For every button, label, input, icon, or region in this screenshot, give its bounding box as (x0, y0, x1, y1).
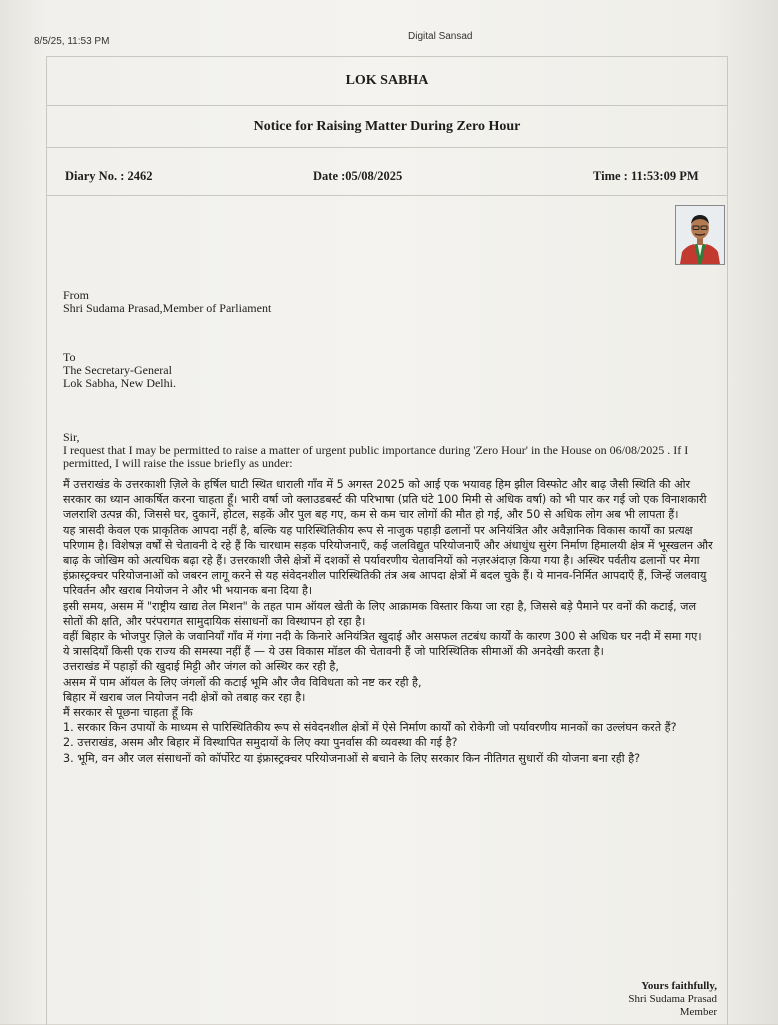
print-timestamp: 8/5/25, 11:53 PM (34, 36, 110, 47)
member-photo (675, 205, 725, 265)
notice-title: Notice for Raising Matter During Zero Hour (47, 105, 727, 148)
request-text: I request that I may be permitted to raise a matter of urgent public importance during 'Zero Hour' in the House on 06/08/2025 . If I permitted, I will raise the issue briefly as under: (63, 443, 689, 470)
signature-block (628, 980, 717, 1019)
request-block (63, 431, 723, 470)
notice-frame (46, 56, 728, 1025)
house-title: LOK SABHA (47, 57, 727, 106)
question-item: 2. उत्तराखंड, असम और बिहार में विस्थापित समुदायों के लिए क्या पुनर्वास की व्यवस्था की गई है? (63, 736, 458, 750)
recipient-title: The Secretary-General (63, 363, 172, 377)
matter-body (63, 477, 719, 766)
body-paragraph: मैं उत्तराखंड के उत्तरकाशी ज़िले के हर्षिल घाटी स्थित धाराली गाँव में 5 अगस्त 2025 को आई एक भयावह हिम झील विस्फोट और बाढ़ जैसी स्थिति की ओर सरकार का ध्यान आकर्षित करना चाहता हूँ। भारी वर्षा जो क्लाउडबर्स्ट की परिभाषा (प्रति घंटे 100 मिमी से अधिक वर्षा) को भी पार कर गई जो एक विनाशकारी जलराशि उत्पन्न की, जिससे घर, दुकानें, होटल, सड़कें और पुल बह गए, कम से कम चार लोगों की मौत हो गई, और 50 से अधिक लोग अब भी लापता हैं। (63, 478, 707, 522)
from-label: From (63, 288, 90, 302)
to-label: To (63, 350, 76, 364)
signatory-designation: Member (679, 1006, 717, 1018)
body-paragraph: उत्तराखंड में पहाड़ों की खुदाई मिट्टी और जंगल को अस्थिर कर रही है, (63, 660, 339, 674)
diary-number: Diary No. : 2462 (65, 169, 153, 183)
body-paragraph: इसी समय, असम में "राष्ट्रीय खाद्य तेल मिशन" के तहत पाम ऑयल खेती के लिए आक्रामक विस्तार किया जा रहा है, जिससे बड़े पैमाने पर वनों की कटाई, जल सोतों की क्षति, और परंपरागत सामुदायिक संसाधनों का विस्थापन हो रहा है। (63, 599, 697, 628)
signatory-name: Shri Sudama Prasad (628, 993, 717, 1005)
body-paragraph: यह त्रासदी केवल एक प्राकृतिक आपदा नहीं है, बल्कि यह पारिस्थितिकीय रूप से नाजुक पहाड़ी ढलानों पर अनियंत्रित और अवैज्ञानिक विकास कार्यों का प्रत्यक्ष परिणाम है। विशेषज्ञ वर्षों से चेतावनी दे रहे हैं कि चारधाम सड़क परियोजनाएँ, कई जलविद्युत परियोजनाएँ और अंधाधुंध सुरंग निर्माण हिमालयी क्षेत्र में भूस्खलन और बाढ़ के जोखिम को अत्यधिक बढ़ा रहे हैं। उत्तरकाशी जैसे क्षेत्रों में दशकों से पर्यावरणीय चेतावनियों को नज़रअंदाज़ किया गया है। अस्थिर पर्वतीय ढलानों पर मेगा इंफ्रास्ट्रक्चर परियोजनाओं को जबरन लागू करने से यह संवेदनशील पारिस्थितिकी तंत्र अब आपदा क्षेत्रों में बदल चुके हैं। ये मानव-निर्मित आपदाएँ हैं, जिन्हें जलवायु परिवर्तन और खराब नियोजन ने और भी भयानक बना दिया है। (63, 523, 713, 598)
notice-date: Date :05/08/2025 (313, 169, 403, 183)
notice-time: Time : 11:53:09 PM (593, 169, 699, 183)
to-block (63, 351, 176, 390)
from-block (63, 289, 271, 315)
question-item: 1. सरकार किन उपायों के माध्यम से पारिस्थितिकीय रूप से संवेदनशील क्षेत्रों में ऐसे निर्माण कार्यों को रोकेगी जो पर्यावरणीय मानकों का उल्लंघन करते हैं? (63, 721, 677, 735)
recipient-address: Lok Sabha, New Delhi. (63, 376, 176, 390)
print-header (0, 30, 778, 50)
question-intro: मैं सरकार से पूछना चाहता हूँ कि (63, 706, 193, 720)
sender-name: Shri Sudama Prasad,Member of Parliament (63, 301, 272, 315)
site-name: Digital Sansad (408, 31, 473, 42)
body-paragraph: असम में पाम ऑयल के लिए जंगलों की कटाई भूमि और जैव विविधता को नष्ट कर रही है, (63, 675, 422, 689)
body-paragraph: ये त्रासदियाँ किसी एक राज्य की समस्या नहीं हैं — ये उस विकास मॉडल की चेतावनी हैं जो पारिस्थितिक सीमाओं की अनदेखी करता है। (63, 645, 604, 659)
body-paragraph: वहीं बिहार के भोजपुर ज़िले के जवानियाँ गाँव में गंगा नदी के किनारे अनियंत्रित खुदाई और असफल तटबंध कार्यों के कारण 300 से अधिक घर नदी में समा गए। (63, 630, 702, 644)
body-paragraph: बिहार में खराब जल नियोजन नदी क्षेत्रों को तबाह कर रहा है। (63, 690, 306, 704)
member-portrait-icon (676, 206, 724, 264)
notice-meta-row (47, 147, 727, 196)
question-item: 3. भूमि, वन और जल संसाधनों को कॉर्पोरेट या इंफ्रास्ट्रक्चर परियोजनाओं से बचाने के लिए सरकार किन नीतिगत सुधारों की योजना बना रही है? (63, 751, 641, 765)
closing: Yours faithfully, (641, 980, 717, 992)
salutation: Sir, (63, 430, 80, 444)
